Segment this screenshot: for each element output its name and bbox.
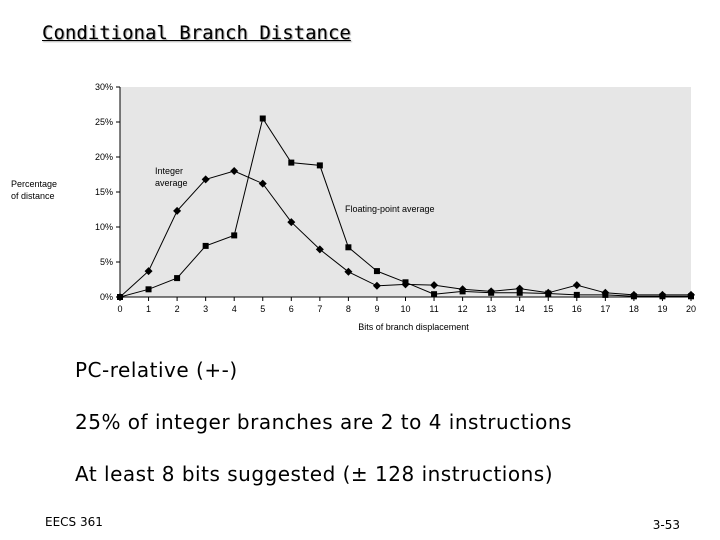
y-axis-label: Percentage [11,179,58,189]
y-axis-label: of distance [11,191,55,201]
x-tick-label: 8 [345,304,351,314]
x-tick-label: 13 [486,304,497,314]
data-point-floating-point [288,160,294,166]
data-point-floating-point [117,294,123,300]
bullet-pc-relative: PC-relative (+-) [75,358,238,382]
x-tick-label: 6 [288,304,294,314]
x-tick-label: 19 [657,304,668,314]
data-point-floating-point [517,290,523,296]
x-tick-label: 0 [117,304,123,314]
y-tick-label: 5% [99,257,113,267]
data-point-floating-point [374,268,380,274]
slide-title: Conditional Branch Distance [42,22,351,44]
x-tick-label: 10 [400,304,411,314]
footer-course: EECS 361 [45,515,103,529]
data-point-floating-point [488,290,494,296]
x-tick-label: 14 [514,304,525,314]
data-point-floating-point [659,293,665,299]
data-point-floating-point [688,293,694,299]
bullet-bits-suggested: At least 8 bits suggested (± 128 instructions) [75,462,553,486]
data-point-floating-point [574,292,580,298]
x-tick-label: 9 [374,304,380,314]
bullet-integer-branches: 25% of integer branches are 2 to 4 instructions [75,410,572,434]
x-tick-label: 7 [317,304,323,314]
data-point-floating-point [631,293,637,299]
x-tick-label: 3 [203,304,209,314]
data-point-floating-point [460,288,466,294]
annotation-integer-average: average [155,178,188,188]
x-tick-label: 11 [429,304,439,314]
y-tick-label: 20% [94,152,113,162]
data-point-floating-point [203,243,209,249]
x-tick-label: 2 [174,304,180,314]
x-tick-label: 18 [628,304,639,314]
x-tick-label: 17 [600,304,611,314]
annotation-integer-average: Integer [155,166,184,176]
y-tick-label: 10% [94,222,113,232]
y-tick-label: 25% [94,117,113,127]
x-tick-label: 1 [146,304,152,314]
annotation-floating-point-average: Floating-point average [345,204,435,214]
data-point-floating-point [260,116,266,122]
data-point-floating-point [545,291,551,297]
x-tick-label: 12 [457,304,468,314]
x-tick-label: 4 [231,304,237,314]
data-point-floating-point [231,232,237,238]
y-tick-label: 30% [94,82,113,92]
data-point-floating-point [317,162,323,168]
footer-page-number: 3-53 [652,518,680,532]
x-tick-label: 16 [571,304,582,314]
x-tick-label: 5 [260,304,266,314]
x-tick-label: 15 [543,304,554,314]
data-point-floating-point [345,244,351,250]
y-tick-label: 0% [99,292,113,302]
data-point-floating-point [602,292,608,298]
data-point-floating-point [174,275,180,281]
data-point-floating-point [403,279,409,285]
data-point-floating-point [146,286,152,292]
x-axis-label: Bits of branch displacement [358,322,469,332]
data-point-floating-point [431,291,437,297]
plot-area [120,87,691,297]
y-tick-label: 15% [94,187,113,197]
x-tick-label: 20 [685,304,697,314]
